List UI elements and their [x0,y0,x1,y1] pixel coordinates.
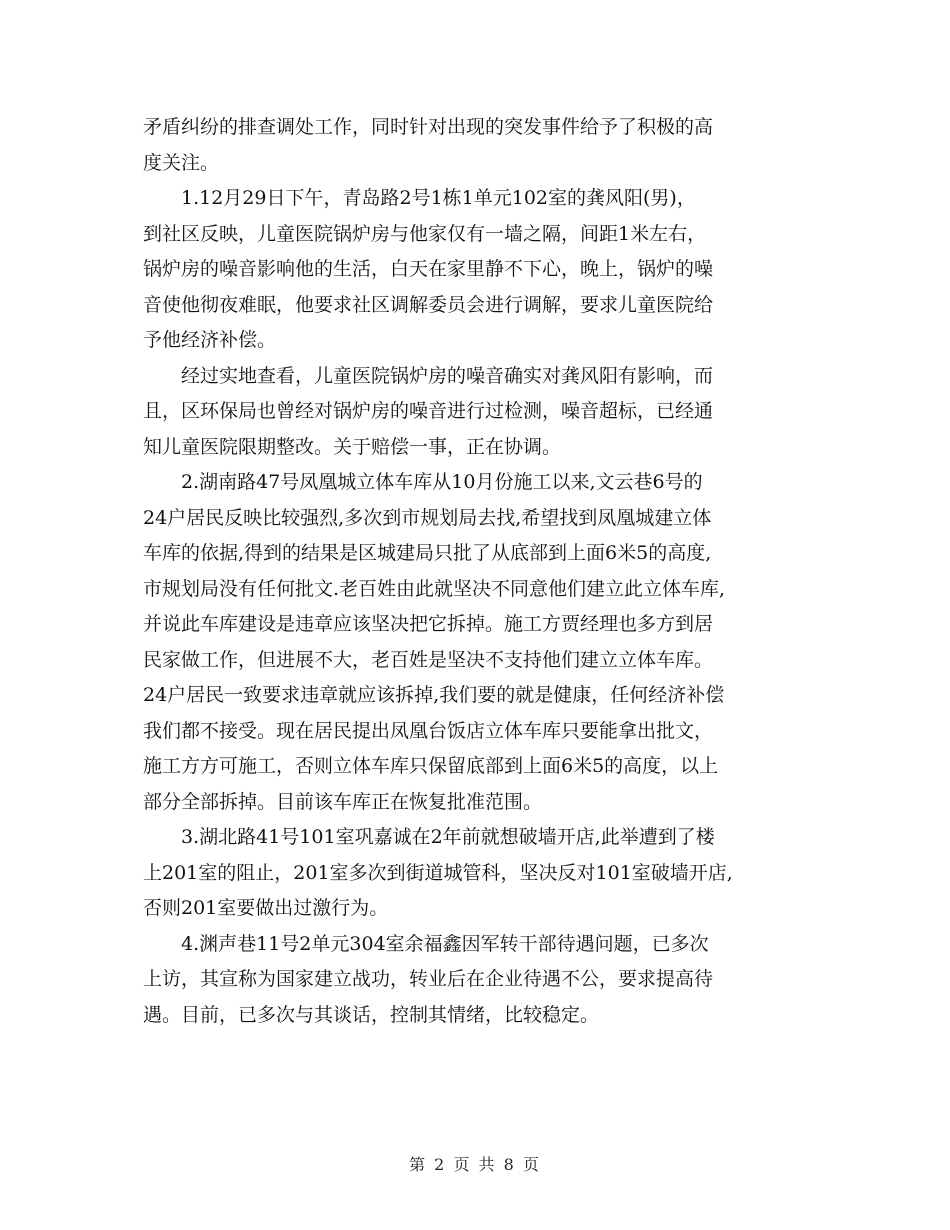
text-line: 24户居民反映比较强烈,多次到市规划局去找,希望找到凤凰城建立体 [143,506,712,529]
text-line: 到社区反映，儿童医院锅炉房与他家仅有一墙之隔，间距1米左右， [143,222,707,245]
text-line: 矛盾纠纷的排查调处工作，同时针对出现的突发事件给予了积极的高 [143,116,714,138]
text-line: 锅炉房的噪音影响他的生活，白天在家里静不下心，晚上，锅炉的噪 [143,258,714,280]
text-line: 并说此车库建设是违章应该坚决把它拆掉。施工方贾经理也多方到居 [143,613,714,635]
text-line: 4.渊声巷11号2单元304室余福鑫因军转干部待遇问题，已多次 [181,932,709,955]
text-line: 施工方方可施工，否则立体车库只保留底部到上面6米5的高度，以上 [143,755,719,777]
text-line: 2.湖南路47号凤凰城立体车库从10月份施工以来,文云巷6号的 [181,471,703,493]
text-line: 市规划局没有任何批文.老百姓由此就坚决不同意他们建立此立体车库, [143,577,726,600]
text-line: 知儿童医院限期整改。关于赔偿一事，正在协调。 [143,435,562,458]
body-text [143,110,807,1033]
text-line: 民家做工作，但进展不大，老百姓是坚决不支持他们建立立体车库。 [143,648,714,671]
text-line: 部分全部拆掉。目前该车库正在恢复批准范围。 [143,790,543,813]
text-line: 度关注。 [143,151,220,174]
text-line: 经过实地查看，儿童医院锅炉房的噪音确实对龚风阳有影响，而 [181,364,714,387]
text-line: 上201室的阻止，201室多次到街道城管科，坚决反对101室破墙开店, [143,861,733,884]
text-line: 且，区环保局也曾经对锅炉房的噪音进行过检测，噪音超标，已经通 [143,400,714,422]
text-line: 24户居民一致要求违章就应该拆掉,我们要的就是健康，任何经济补偿 [143,684,725,706]
text-line: 音使他彻夜难眠，他要求社区调解委员会进行调解，要求儿童医院给 [143,293,714,316]
text-line: 遇。目前，已多次与其谈话，控制其情绪，比较稳定。 [143,1003,600,1026]
text-line: 1.12月29日下午，青岛路2号1栋1单元102室的龚风阳(男)， [181,187,696,209]
text-line: 车库的依据,得到的结果是区城建局只批了从底部到上面6米5的高度, [143,542,712,564]
text-line: 予他经济补偿。 [143,329,277,351]
text-line: 上访，其宣称为国家建立战功，转业后在企业待遇不公，要求提高待 [143,968,714,990]
page-footer: 第 2 页 共 8 页 [409,1155,541,1174]
text-line: 3.湖北路41号101室巩嘉诚在2年前就想破墙开店,此举遭到了楼 [181,826,715,848]
text-line: 我们都不接受。现在居民提出凤凰台饭店立体车库只要能拿出批文， [143,719,714,742]
text-line: 否则201室要做出过激行为。 [143,897,389,919]
